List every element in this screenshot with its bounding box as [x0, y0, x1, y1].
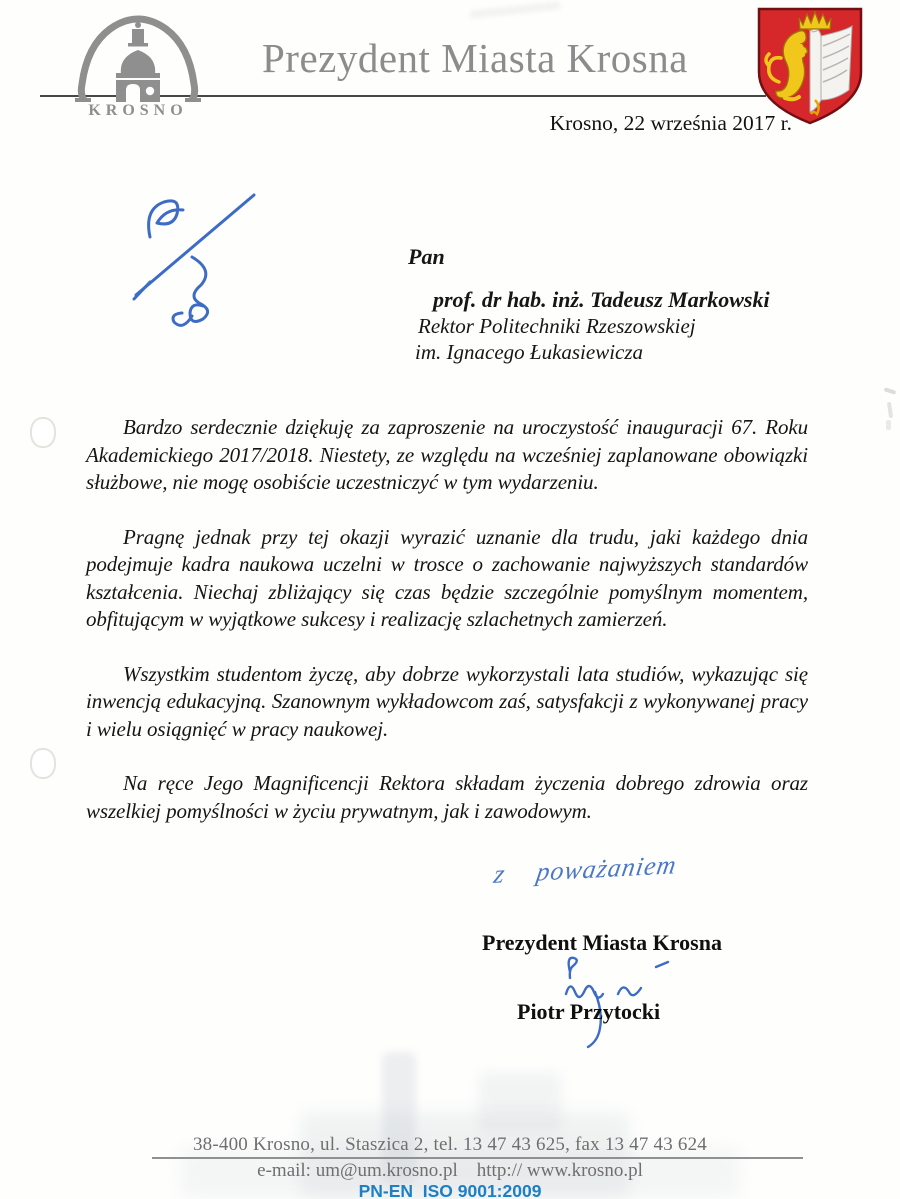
- scan-edge-artifact: [887, 402, 893, 418]
- krosno-tower-icon: [72, 10, 204, 106]
- addressee-name: prof. dr hab. inż. Tadeusz Markowski: [433, 287, 770, 312]
- hole-punch-bottom: [30, 748, 56, 779]
- watermark-shape: [478, 1072, 562, 1134]
- scan-smudge: [470, 1, 560, 18]
- addressee-block: [408, 244, 770, 365]
- body-paragraph-4: Na ręce Jego Magnificencji Rektora składam życzenia dobrego zdrowia oraz wszelkiej pomyślności w życiu prywatnym, jak i zawodowym.: [86, 771, 808, 823]
- addressee-title-line-2: im. Ignacego Łukasiewicza: [415, 340, 644, 364]
- letter-body: [86, 414, 808, 852]
- footer-address: 38-400 Krosno, ul. Staszica 2, tel. 13 47 43 625, fax 13 47 43 624: [192, 1134, 707, 1155]
- handwritten-closing: z poważaniem: [491, 850, 679, 889]
- body-paragraph-1: Bardzo serdecznie dziękuję za zaproszenie na uroczystość inauguracji 67. Roku Akademickiego 2017/2018. Niestety, ze względu na wcześniej zaplanowane obowiązki służbowe, nie mogę osobiście uczestniczyć w tym wydarzeniu.: [86, 415, 808, 494]
- krosno-logo: [70, 10, 206, 120]
- dateline: Krosno, 22 września 2017 r.: [549, 111, 792, 135]
- signer-name: Piotr Przytocki: [517, 999, 661, 1024]
- scan-edge-artifact: [886, 420, 891, 430]
- footer-rule: [152, 1157, 803, 1159]
- footer-iso-badge: PN-EN ISO 9001:2009: [358, 1181, 542, 1199]
- addressee-salutation: Pan: [408, 244, 445, 269]
- scan-edge-artifact: [884, 387, 897, 395]
- krosno-logo-caption: KROSNO: [88, 102, 188, 119]
- footer-contact: e-mail: um@um.krosno.pl http:// www.krosno.pl: [257, 1160, 643, 1181]
- krosno-coat-of-arms-icon: [755, 6, 865, 126]
- letterhead-title: Prezydent Miasta Krosna: [262, 35, 688, 81]
- body-paragraph-2: Pragnę jednak przy tej okazji wyrazić uznanie dla trudu, jaki każdego dnia podejmuje kadra naukowa uczelni w trosce o zachowanie najwyższych standardów kształcenia. Niechaj zbliżający się czas będzie szczególnie pomyślnym momentem, obfitującym w wyjątkowe sukcesy i realizację szlachetnych zamierzeń.: [86, 524, 808, 631]
- body-paragraph-3: Wszystkim studentom życzę, aby dobrze wykorzystali lata studiów, wykazując się inwencją edukacyjną. Szanownym wykładowcom zaś, satysfakcji z wykonywanej pracy i wielu osiągnięć w pracy naukowej.: [86, 661, 808, 741]
- signer-title: Prezydent Miasta Krosna: [482, 930, 722, 955]
- hole-punch-top: [30, 417, 56, 448]
- addressee-title-line-1: Rektor Politechniki Rzeszowskiej: [418, 314, 696, 338]
- handwritten-paraph-icon: [126, 183, 261, 335]
